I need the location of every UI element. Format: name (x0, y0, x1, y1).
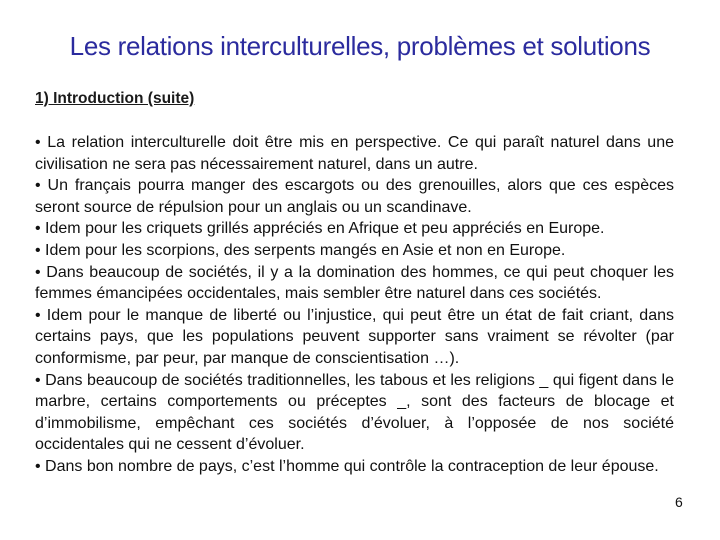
paragraph: • Dans beaucoup de sociétés, il y a la domination des hommes, ce qui peut choquer les femmes émancipées occidentales, mais sembler être naturel dans ces sociétés. (35, 263, 674, 303)
paragraph: • Dans bon nombre de pays, c’est l’homme qui contrôle la contraception de leur épouse. (35, 457, 659, 475)
section-heading: 1) Introduction (suite) (35, 90, 195, 107)
paragraph: • Un français pourra manger des escargots ou des grenouilles, alors que ces espèces seront source de répulsion pour un anglais ou un scandinave. (35, 177, 674, 216)
paragraph: • Dans beaucoup de sociétés traditionnelles, les tabous et les religions _ qui figent dans le marbre, certains comportements ou préceptes _, sont des facteurs de blocage et d’immobilisme, empêchant ces sociétés d’évoluer, à l’opposée de nos société occidentales qui ne cessent d’évoluer. (35, 371, 674, 454)
page-number: 6 (675, 494, 683, 510)
body-text (35, 132, 674, 478)
paragraph: • Idem pour les criquets grillés appréciés en Afrique et peu appréciés en Europe. (35, 220, 605, 238)
paragraph: • Idem pour les scorpions, des serpents mangés en Asie et non en Europe. (35, 241, 566, 259)
slide-title: Les relations interculturelles, problèmes et solutions (69, 31, 651, 61)
paragraph: • Idem pour le manque de liberté ou l’injustice, qui peut être un état de fait criant, dans certains pays, que les populations peuvent supporter sans vraiment se révolter (par conformisme, par peur, par manque de conscientisation …). (35, 306, 674, 367)
paragraph: • La relation interculturelle doit être mis en perspective. Ce qui paraît naturel dans une civilisation ne sera pas nécessairement naturel, dans un autre. (35, 134, 674, 173)
